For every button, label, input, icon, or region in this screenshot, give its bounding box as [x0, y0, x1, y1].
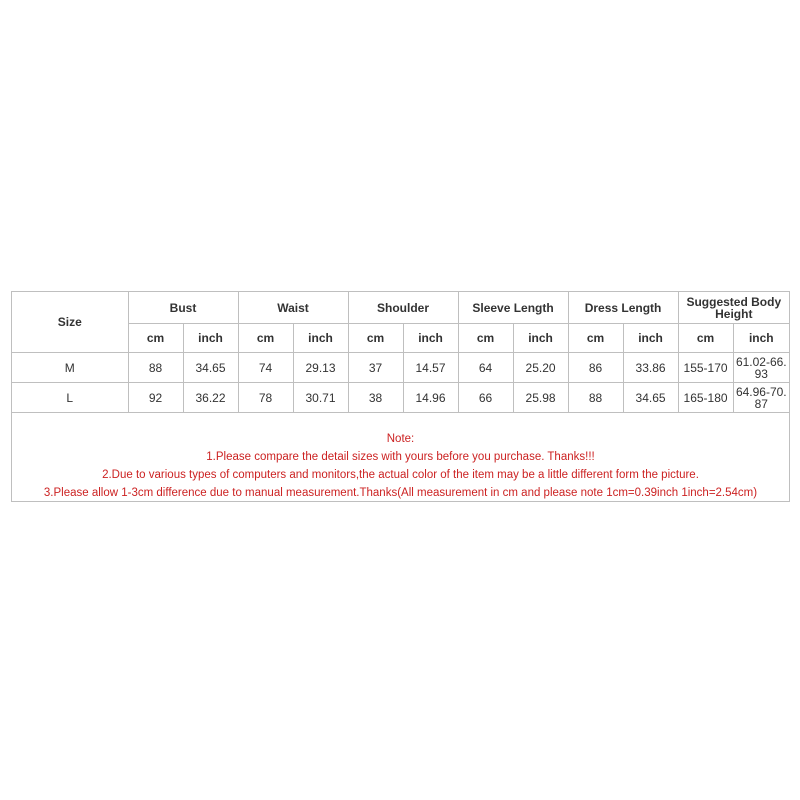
table-cell: 86 [568, 353, 623, 383]
table-cell: 92 [128, 383, 183, 413]
size-chart [11, 291, 790, 502]
table-cell: 88 [568, 383, 623, 413]
table-cell: 61.02-66.93 [733, 353, 789, 383]
unit-cell: inch [403, 324, 458, 353]
unit-cell: cm [348, 324, 403, 353]
dress-length-header: Dress Length [568, 292, 678, 324]
unit-cell: cm [568, 324, 623, 353]
shoulder-header: Shoulder [348, 292, 458, 324]
table-cell: 14.57 [403, 353, 458, 383]
table-cell: 25.98 [513, 383, 568, 413]
table-cell: 165-180 [678, 383, 733, 413]
note-line: 2.Due to various types of computers and monitors,the actual color of the item may be a little different form the picture. [102, 469, 699, 481]
notes-section [12, 412, 789, 501]
unit-cell: cm [128, 324, 183, 353]
unit-cell: cm [458, 324, 513, 353]
note-title: Note: [386, 433, 415, 445]
note-line: 3.Please allow 1-3cm difference due to manual measurement.Thanks(All measurement in cm and please note 1cm=0.39inch 1inch=2.54cm) [43, 487, 758, 499]
table-row [12, 353, 789, 383]
table-row [12, 383, 789, 413]
unit-cell: inch [513, 324, 568, 353]
unit-cell: inch [623, 324, 678, 353]
unit-row [12, 324, 789, 353]
table-cell: 34.65 [183, 353, 238, 383]
table-cell: 37 [348, 353, 403, 383]
waist-header: Waist [238, 292, 348, 324]
table-cell: 64.96-70.87 [733, 383, 789, 413]
table-cell: 34.65 [623, 383, 678, 413]
unit-cell: inch [183, 324, 238, 353]
note-line: 1.Please compare the detail sizes with yours before you purchase. Thanks!!! [206, 451, 595, 463]
sleeve-length-header: Sleeve Length [458, 292, 568, 324]
table-cell: 14.96 [403, 383, 458, 413]
size-table [12, 292, 789, 412]
size-header: Size [12, 292, 128, 353]
table-cell: 36.22 [183, 383, 238, 413]
table-cell: 29.13 [293, 353, 348, 383]
suggested-body-height-header: Suggested Body Height [678, 292, 789, 324]
table-cell: 38 [348, 383, 403, 413]
table-cell: 74 [238, 353, 293, 383]
size-cell: L [12, 383, 128, 413]
table-cell: 64 [458, 353, 513, 383]
unit-cell: cm [238, 324, 293, 353]
unit-cell: inch [733, 324, 789, 353]
unit-cell: inch [293, 324, 348, 353]
unit-cell: cm [678, 324, 733, 353]
table-cell: 88 [128, 353, 183, 383]
table-cell: 78 [238, 383, 293, 413]
size-cell: M [12, 353, 128, 383]
table-cell: 66 [458, 383, 513, 413]
table-cell: 33.86 [623, 353, 678, 383]
bust-header: Bust [128, 292, 238, 324]
header-row [12, 292, 789, 324]
table-cell: 30.71 [293, 383, 348, 413]
table-cell: 25.20 [513, 353, 568, 383]
table-cell: 155-170 [678, 353, 733, 383]
